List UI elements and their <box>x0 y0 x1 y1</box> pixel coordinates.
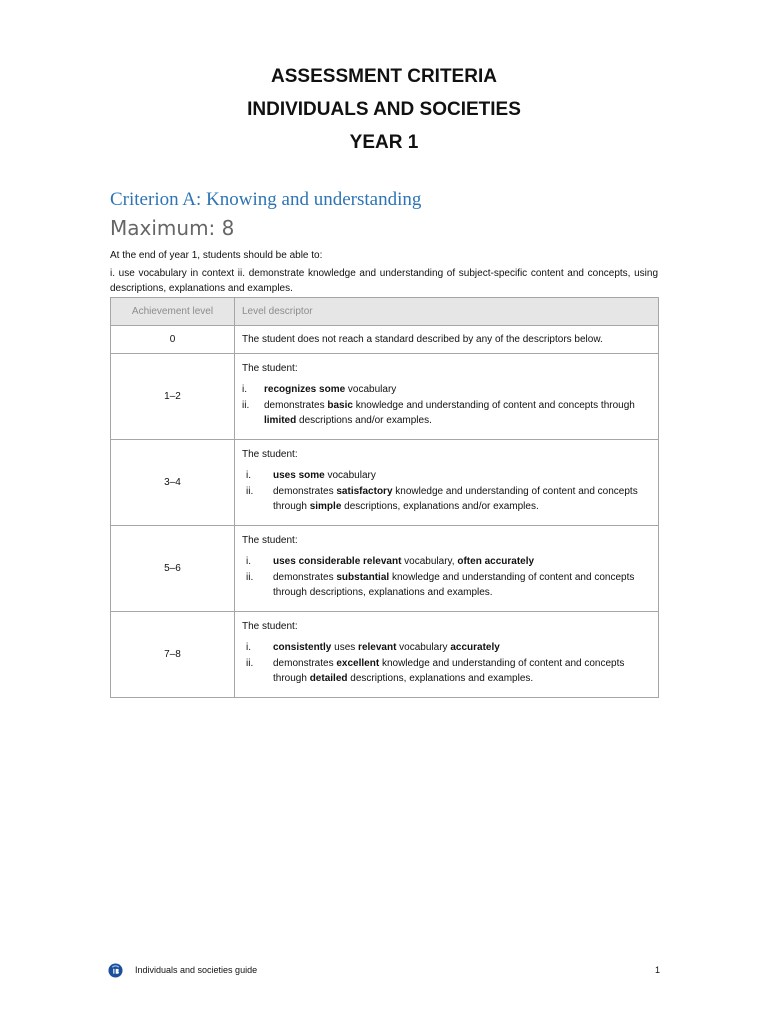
intro-text: At the end of year 1, students should be able to: <box>110 250 323 261</box>
descriptor-cell: The student does not reach a standard described by any of the descriptors below. <box>235 326 659 354</box>
page-footer <box>108 963 660 979</box>
item-text: vocabulary <box>324 470 376 482</box>
descriptor-cell <box>235 612 659 698</box>
bold-term: excellent <box>336 657 380 669</box>
table-row <box>111 354 659 440</box>
item-text: knowledge and understanding of content and concepts through <box>273 485 638 513</box>
header-level-descriptor: Level descriptor <box>235 298 659 326</box>
item-number: ii. <box>246 485 254 497</box>
achievement-level-cell: 7–8 <box>111 612 235 698</box>
item-text: demonstrates <box>273 485 337 497</box>
table-row <box>111 326 659 354</box>
bold-term: uses some <box>273 470 325 482</box>
item-number: ii. <box>246 571 254 583</box>
descriptor-item <box>242 640 651 656</box>
item-text: descriptions, explanations and/or examples. <box>341 501 539 513</box>
table-row <box>111 440 659 526</box>
bold-term: often accurately <box>457 556 535 568</box>
descriptor-item <box>242 398 651 429</box>
descriptor-item <box>242 570 651 601</box>
achievement-level-cell: 3–4 <box>111 440 235 526</box>
page-number: 1 <box>654 965 660 975</box>
document-title <box>0 60 768 159</box>
item-text: knowledge and understanding of content and concepts through descriptions, explanations and examples. <box>273 571 635 599</box>
item-text: uses <box>331 642 359 654</box>
ib-logo-icon <box>108 963 123 978</box>
descriptor-cell <box>235 440 659 526</box>
item-text: knowledge and understanding of content and concepts through <box>352 399 635 411</box>
item-text: vocabulary <box>396 642 451 654</box>
item-text: vocabulary, <box>401 556 458 568</box>
bold-term: limited <box>264 415 297 427</box>
table-row <box>111 612 659 698</box>
item-number: i. <box>246 642 251 654</box>
item-text: demonstrates <box>273 571 337 583</box>
bold-term: uses considerable relevant <box>273 556 402 568</box>
descriptor-item <box>242 382 651 398</box>
item-number: i. <box>242 384 247 396</box>
bold-term: accurately <box>450 642 500 654</box>
achievement-level-cell: 0 <box>111 326 235 354</box>
descriptor-lead: The student: <box>242 449 298 461</box>
title-line-3: YEAR 1 <box>349 132 419 153</box>
item-number: i. <box>246 556 251 568</box>
achievement-table <box>110 297 659 698</box>
descriptor-item <box>242 554 651 570</box>
item-text: knowledge and understanding of content and concepts through <box>273 657 625 685</box>
item-text: demonstrates <box>264 399 328 411</box>
descriptor-cell <box>235 354 659 440</box>
bold-term: recognizes some <box>264 384 346 396</box>
bold-term: relevant <box>358 642 397 654</box>
descriptor-item <box>242 484 651 515</box>
item-number: ii. <box>246 657 254 669</box>
descriptor-cell <box>235 526 659 612</box>
bold-term: basic <box>327 399 353 411</box>
criterion-heading: Criterion A: Knowing and understanding <box>110 189 422 210</box>
bold-term: satisfactory <box>336 485 393 497</box>
item-text: descriptions and/or examples. <box>296 415 432 427</box>
title-line-1: ASSESSMENT CRITERIA <box>271 66 497 87</box>
bold-term: consistently <box>273 642 332 654</box>
bold-term: detailed <box>309 673 348 685</box>
objectives-text: i. use vocabulary in context ii. demonstrate knowledge and understanding of subject-specific content and concepts, using descriptions, explanations and examples. <box>110 268 658 294</box>
descriptor-lead: The student: <box>242 621 298 633</box>
item-text: descriptions, explanations and examples. <box>347 673 534 685</box>
achievement-level-cell: 1–2 <box>111 354 235 440</box>
title-line-2: INDIVIDUALS AND SOCIETIES <box>247 99 521 120</box>
bold-term: substantial <box>336 571 390 583</box>
descriptor-item <box>242 656 651 687</box>
header-achievement-level: Achievement level <box>111 298 235 326</box>
table-header-row <box>111 298 659 326</box>
guide-name: Individuals and societies guide <box>135 965 258 975</box>
item-number: ii. <box>242 399 250 411</box>
maximum-score: Maximum: 8 <box>110 216 235 240</box>
item-text: vocabulary <box>345 384 397 396</box>
achievement-level-cell: 5–6 <box>111 526 235 612</box>
item-number: i. <box>246 470 251 482</box>
bold-term: simple <box>309 501 342 513</box>
descriptor-item <box>242 468 651 484</box>
table-row <box>111 526 659 612</box>
descriptor-lead: The student: <box>242 535 298 547</box>
descriptor-lead: The student: <box>242 363 298 375</box>
item-text: demonstrates <box>273 657 337 669</box>
